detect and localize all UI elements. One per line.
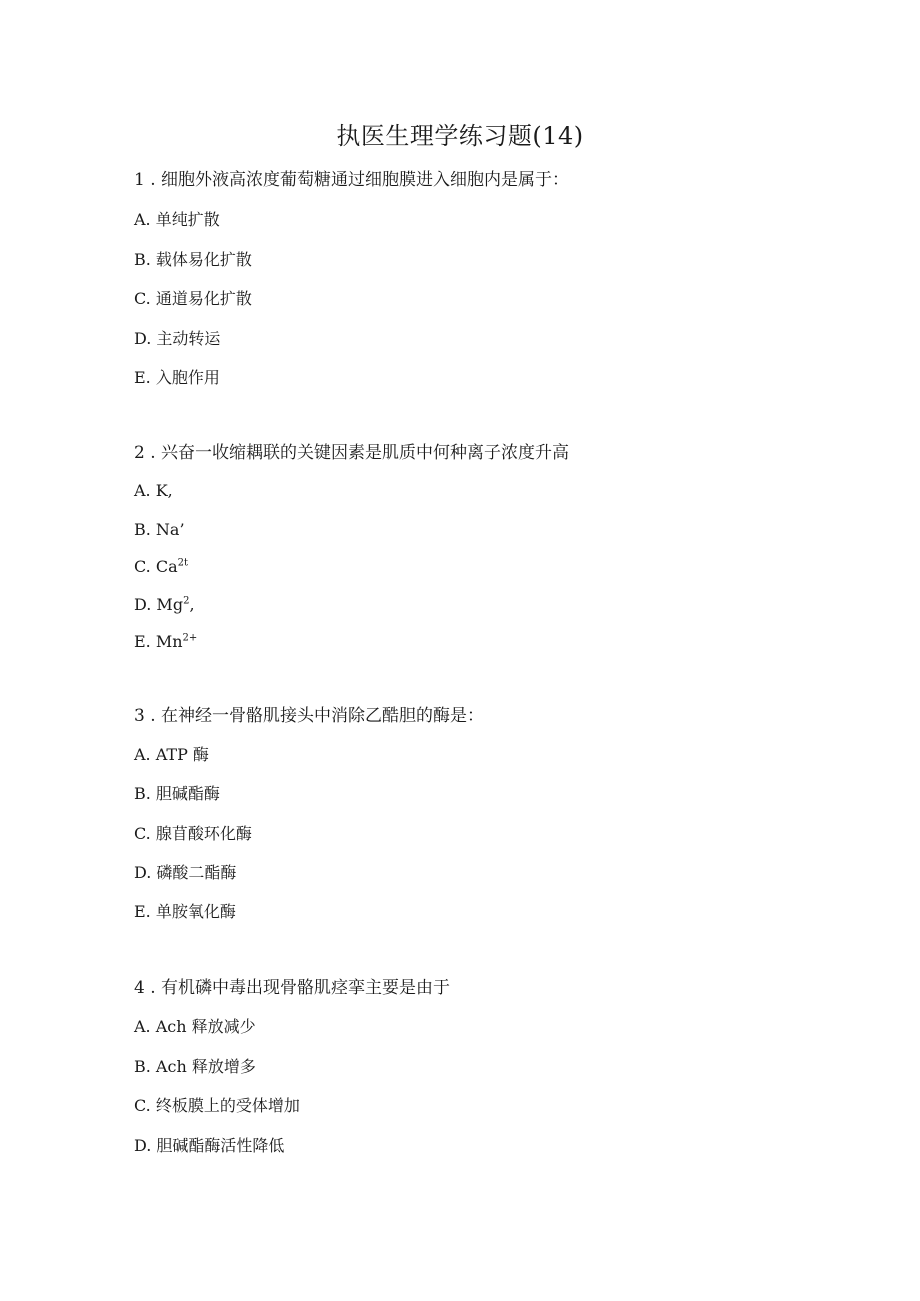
question-4-stem: 4 . 有机磷中毒出现骨骼肌痉挛主要是由于 [134, 978, 451, 998]
question-1-option-b: B. 载体易化扩散 [134, 250, 252, 269]
option-text: D. Mg [134, 595, 184, 614]
superscript: 2t [177, 557, 189, 569]
question-4-option-c: C. 终板膜上的受体增加 [134, 1096, 300, 1115]
question-2-option-b [134, 518, 185, 542]
question-2-option-a [134, 479, 173, 503]
question-1-option-d: D. 主动转运 [134, 329, 221, 348]
superscript: 2 [183, 595, 190, 607]
question-3-stem: 3 . 在神经一骨骼肌接头中消除乙酷胆的酶是： [134, 706, 485, 726]
question-1-option-e: E. 入胞作用 [134, 368, 220, 387]
option-text: B. Na’ [134, 520, 185, 539]
question-1-option-a: A. 单纯扩散 [134, 210, 220, 229]
document-title: 执医生理学练习题(14) [336, 122, 584, 150]
question-2-option-c [134, 555, 188, 579]
question-3-option-a: A. ATP 酶 [134, 745, 209, 764]
option-text: A. K, [134, 481, 173, 500]
option-text: C. Ca [134, 557, 178, 576]
question-2-option-e [134, 630, 197, 654]
question-3-option-e: E. 单胺氧化酶 [134, 902, 236, 921]
question-3-option-b: B. 胆碱酯酶 [134, 784, 220, 803]
superscript: 2+ [182, 632, 198, 644]
question-4-option-a: A. Ach 释放减少 [134, 1017, 256, 1036]
question-4-option-b: B. Ach 释放增多 [134, 1057, 256, 1076]
question-3-option-d: D. 磷酸二酯酶 [134, 863, 237, 882]
option-tail: , [189, 595, 195, 614]
question-1-option-c: C. 通道易化扩散 [134, 289, 252, 308]
question-1-stem: 1 . 细胞外液高浓度葡萄糖通过细胞膜进入细胞内是属于： [134, 170, 570, 190]
question-2-stem: 2 . 兴奋一收缩耦联的关键因素是肌质中何种离子浓度升高 [134, 443, 570, 463]
question-4-option-d: D. 胆碱酯酶活性降低 [134, 1136, 285, 1155]
question-2-option-d [134, 593, 195, 617]
option-text: E. Mn [134, 632, 183, 651]
question-3-option-c: C. 腺苜酸环化酶 [134, 824, 252, 843]
